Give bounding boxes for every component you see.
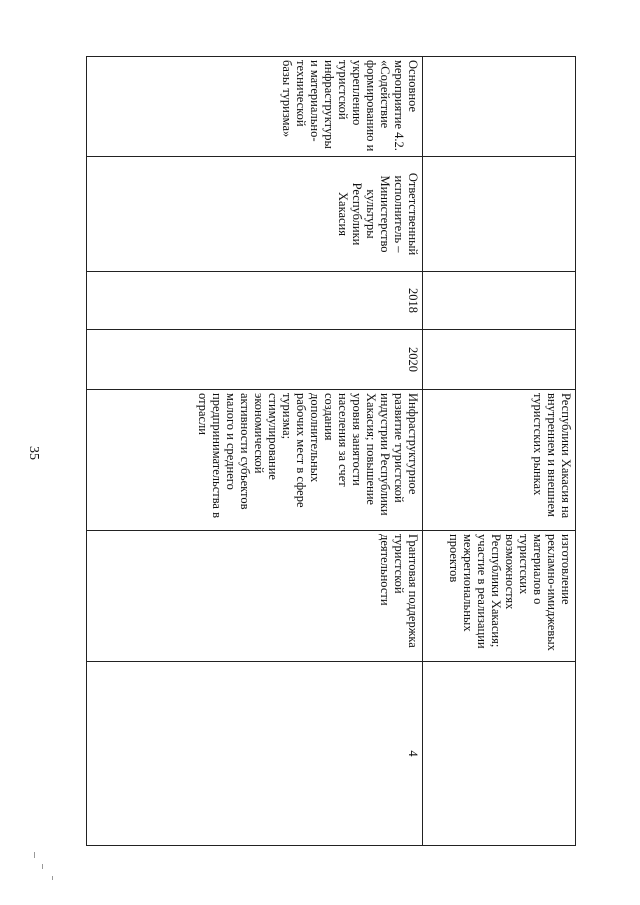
scan-artifact-marks <box>30 850 70 890</box>
link-cell: 4 <box>87 662 423 846</box>
activities-cell: изготовление рекламно-имиджевых материалов о туристских возможностях Республики Хакасия; участие в реализации межрегиональных проектов <box>423 531 576 662</box>
end-year-cell: 2020 <box>87 330 423 390</box>
table-row <box>423 57 576 846</box>
page-number: 35 <box>26 446 41 460</box>
expected-result-cell: Республики Хакасия на внутреннем и внешнем туристских рынках <box>423 390 576 531</box>
start-year-cell: 2018 <box>87 272 423 330</box>
table-row <box>87 57 423 846</box>
activities-cell: Грантовая поддержка туристской деятельности <box>87 531 423 662</box>
link-cell <box>423 662 576 846</box>
start-year-cell <box>423 272 576 330</box>
rotated-table-container <box>86 56 576 845</box>
end-year-cell <box>423 330 576 390</box>
program-activities-table <box>86 56 576 846</box>
executor-cell: Ответственный исполнитель – Министерство культуры Республики Хакасия <box>87 157 423 272</box>
main-event-cell: Основное мероприятие 4.2. «Содействие формированию и укреплению туристской инфраструктуры и материально-технической базы туризма» <box>87 57 423 157</box>
executor-cell <box>423 157 576 272</box>
expected-result-cell: Инфраструктурное развитие туристской индустрии Республики Хакасия; повышение уровня занятости населения за счет создания дополнительных рабочих мест в сфере туризма; стимулирование экономической активности субъектов малого и среднего предпринимательства в отрасли <box>87 390 423 531</box>
table-rotated-frame <box>86 56 576 845</box>
main-event-cell <box>423 57 576 157</box>
